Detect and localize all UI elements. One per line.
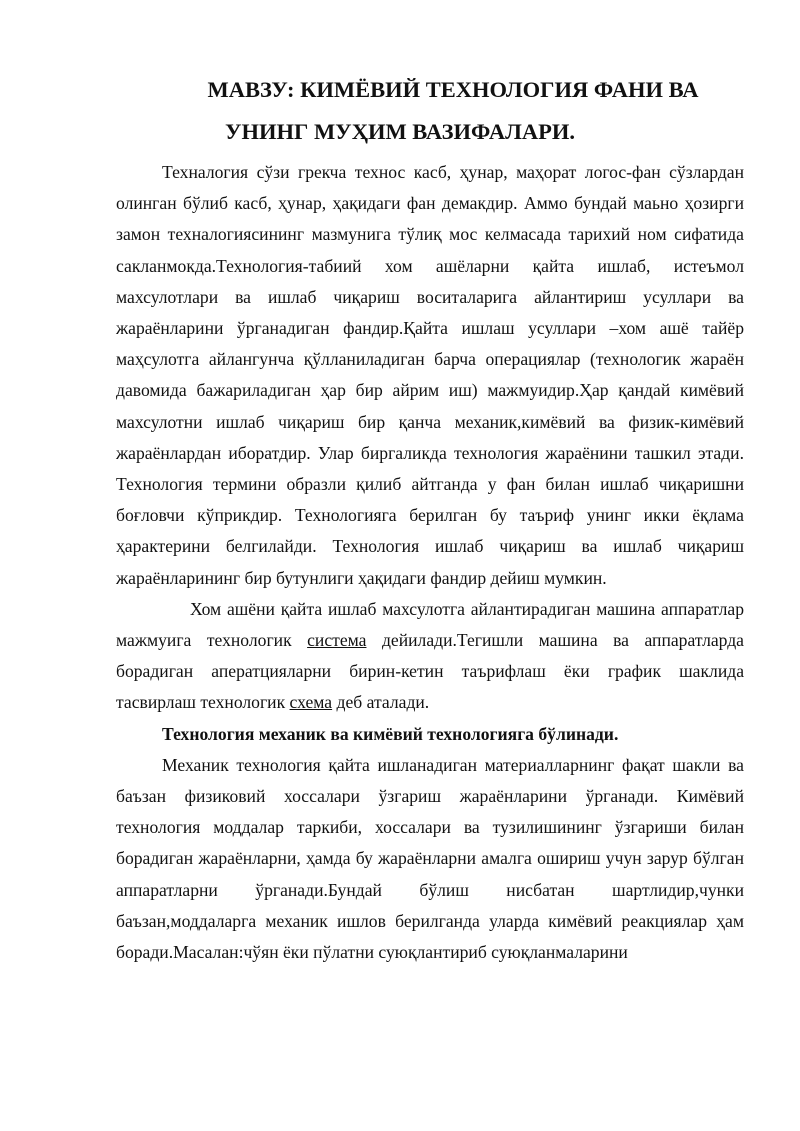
paragraph-system: [116, 594, 744, 719]
page-title-line-2: УНИНГ МУҲИМ ВАЗИФАЛАРИ.: [224, 119, 575, 144]
page-title-line-1: МАВЗУ: КИМЁВИЙ ТЕХНОЛОГИЯ ФАНИ ВА: [207, 77, 699, 102]
document-body: [116, 157, 744, 968]
paragraph-system-text-start: Хом ашёни қайта ишлаб махсулотга айлантирадиган машина аппаратлар мажмуига технологик: [116, 598, 744, 651]
paragraph-system-text-end: деб аталади.: [332, 692, 430, 713]
paragraph-system-text-middle: дейилади.Тегишли машина ва аппаратларда борадиган аператцияларни бирин-кетин таърифлаш ёки график шаклида тасвирлаш технологик: [116, 630, 744, 713]
paragraph-intro: Техналогия сўзи грекча технос касб, ҳунар, маҳорат логос-фан сўзлардан олинган бўлиб касб, ҳунар, ҳақидаги фан демакдир. Аммо бундай маьно ҳозирги замон техналогиясининг мазмунига тўлиқ мос келмасада тарихий ном сифатида сакланмокда.Технология-табиий хом ашёларни қайта ишлаб, истеъмол махсулотлари ва ишлаб чиқариш воситаларига айлантириш усуллари ва жараёнларини ўрганадиган фандир.Қайта ишлаш усуллари –хом ашё тайёр маҳсулотга айлангунча қўлланиладиган барча операциялар (технологик жараён давомида бажариладиган ҳар бир айрим иш) мажмуидир.Ҳар қандай кимёвий махсулотни ишлаб чиқариш бир қанча механик,кимёвий ва физик-кимёвий жараёнлардан иборатдир. Улар биргаликда технология жараёнини ташкил этади. Технология термини образли қилиб айтганда у фан билан ишлаб чиқаришни боғловчи кўприкдир. Технологияга берилган бу таъриф унинг икки ёқлама ҳарактерини белгилайди. Технология ишлаб чиқариш ва ишлаб чиқариш жараёнларининг бир бутунлиги ҳақидаги фандир дейиш мумкин.: [116, 162, 744, 588]
scheme-link[interactable]: схема: [289, 692, 333, 713]
system-link[interactable]: система: [307, 630, 367, 651]
paragraph-mechanical: Механик технология қайта ишланадиган материалларнинг фақат шакли ва баъзан физиковий хоссалари ўзгариш жараёнларини ўрганади. Кимёвий технология моддалар таркиби, хоссалари ва тузилишининг ўзгариши билан борадиган жараёнларни, ҳамда бу жараёнларни амалга ошириш учун зарур бўлган аппаратларни ўрганади.Бундай бўлиш нисбатан шартлидир,чунки баъзан,моддаларга механик ишлов берилганда уларда кимёвий реакциялар ҳам боради.Масалан:чўян ёки пўлатни суюқлантириб суюқланмаларини: [116, 754, 744, 963]
section-heading: Технология механик ва кимёвий технологияга бўлинади.: [162, 723, 619, 744]
